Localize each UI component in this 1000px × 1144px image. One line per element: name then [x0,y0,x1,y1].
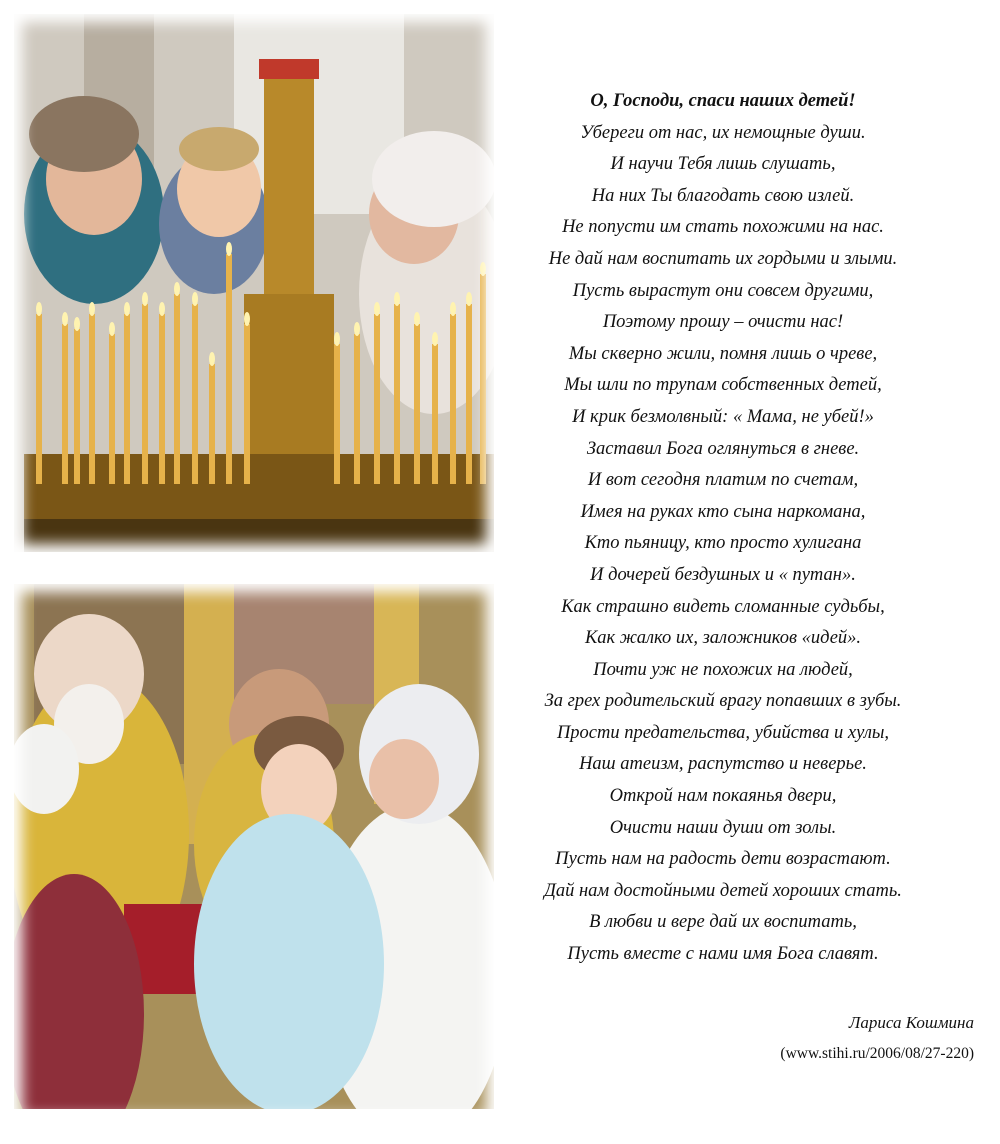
poem-line: На них Ты благодать свою излей. [591,185,855,206]
poem-line: И вот сегодня платим по счетам, [587,470,859,491]
poem-line: Поэтому прошу – очисти нас! [602,312,844,333]
photo-candles [14,14,494,552]
poem-line: И научи Тебя лишь слушать, [610,154,836,175]
photo-communion [14,584,494,1124]
poem-title: О, Господи, спаси наших детей! [590,91,856,111]
poem-line: Открой нам покаянья двери, [609,786,837,807]
photo-candles-illustration [14,14,494,552]
source-link[interactable]: (www.stihi.ru/2006/08/27-220) [780,1045,974,1062]
poem-line: Прости предательства, убийства и хулы, [556,722,890,743]
poem-line: Почти уж не похожих на людей, [593,659,853,680]
poem-line: Дай нам достойными детей хороших стать. [544,880,902,901]
poem-line: Убереги от нас, их немощные души. [580,122,866,143]
author-name: Лариса Кошмина [848,1013,974,1032]
poem-line: Не попусти им стать похожими на нас. [562,217,884,238]
poem-line: Как жалко их, заложников «идей». [584,628,862,649]
poem-line: И крик безмолвный: « Мама, не убей!» [572,406,874,427]
poem-line: Кто пьяницу, кто просто хулигана [584,533,862,554]
poem-line: Как страшно видеть сломанные судьбы, [561,596,885,617]
poem-line: Мы скверно жили, помня лишь о чреве, [568,343,878,364]
poem-line: Очисти наши души от золы. [609,817,837,838]
poem-line: За грех родительский врагу попавших в зубы. [544,691,902,712]
poem-line: Наш атеизм, распутство и неверье. [579,754,867,775]
poem-line: И дочерей бездушных и « путан». [590,564,856,585]
photo-communion-illustration [14,584,494,1124]
poem-line: Не дай нам воспитать их гордыми и злыми. [548,248,898,269]
poem-line: Пусть нам на радость дети возрастают. [555,849,891,870]
poem-line: Имея на руках кто сына наркомана, [580,501,866,522]
poem-line: Пусть вместе с нами имя Бога славят. [567,944,879,965]
poem-line: В любви и вере дай их воспитать, [589,912,857,933]
poem-line: Мы шли по трупам собственных детей, [564,375,882,396]
poem [500,86,946,971]
poem-line: Пусть вырастут они совсем другими, [572,280,874,301]
poem-line: Заставил Бога оглянуться в гневе. [586,438,860,459]
